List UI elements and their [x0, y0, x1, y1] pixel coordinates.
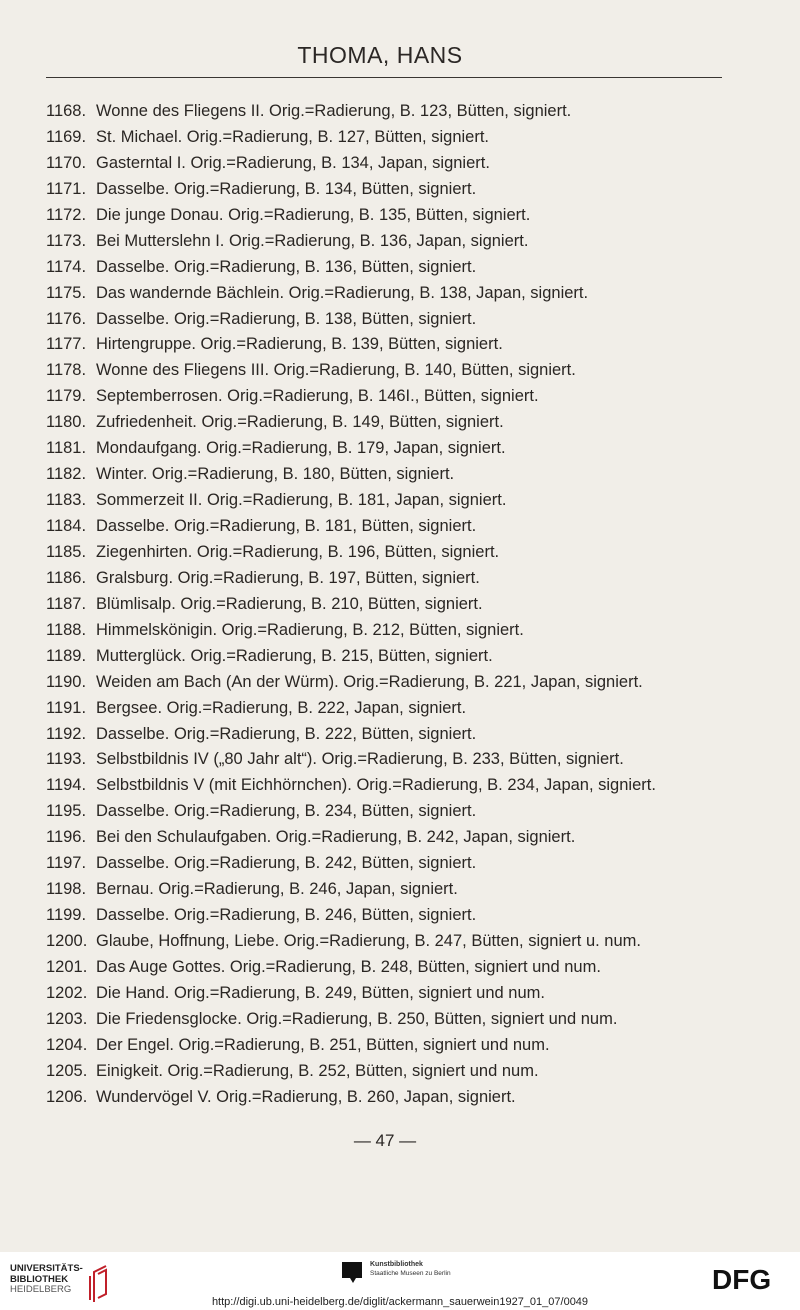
entry-description: St. Michael. Orig.=Radierung, B. 127, Bütten, signiert. [96, 127, 489, 146]
catalog-entry [46, 774, 746, 800]
catalog-entry [46, 723, 746, 749]
entry-number: 1198. [46, 880, 87, 899]
ub-line-3: HEIDELBERG [10, 1284, 72, 1295]
catalog-entry [46, 878, 746, 904]
entry-description: Gasterntal I. Orig.=Radierung, B. 134, Japan, signiert. [96, 153, 490, 172]
entry-description: Bernau. Orig.=Radierung, B. 246, Japan, signiert. [96, 880, 458, 899]
entry-number: 1171. [46, 179, 87, 198]
entry-number: 1193. [46, 750, 87, 769]
kb-sub: Staatliche Museen zu Berlin [370, 1270, 451, 1277]
catalog-entry [46, 204, 746, 230]
catalog-entry [46, 697, 746, 723]
entry-description: Dasselbe. Orig.=Radierung, B. 234, Bütten, signiert. [96, 802, 477, 821]
entry-number: 1194. [46, 776, 87, 795]
entry-description: Winter. Orig.=Radierung, B. 180, Bütten, signiert. [96, 465, 455, 484]
entry-number: 1177. [46, 335, 87, 354]
entry-number: 1188. [46, 620, 87, 639]
catalog-entry [46, 333, 746, 359]
catalog-entry [46, 930, 746, 956]
dfg-logo[interactable] [712, 1266, 788, 1297]
dfg-wordmark-icon [712, 1266, 788, 1292]
entry-description: Dasselbe. Orig.=Radierung, B. 246, Bütten, signiert. [96, 906, 477, 925]
entry-number: 1175. [46, 283, 87, 302]
catalog-entry [46, 1034, 746, 1060]
entry-number: 1204. [46, 1035, 88, 1054]
entry-description: Septemberrosen. Orig.=Radierung, B. 146I., Bütten, signiert. [96, 387, 539, 406]
entry-description: Sommerzeit II. Orig.=Radierung, B. 181, Japan, signiert. [96, 491, 507, 510]
entry-number: 1186. [46, 568, 87, 587]
entry-number: 1202. [46, 983, 88, 1002]
entry-description: Wonne des Fliegens II. Orig.=Radierung, B. 123, Bütten, signiert. [96, 102, 572, 120]
catalog-entry [46, 489, 746, 515]
entry-number: 1172. [46, 205, 87, 224]
entry-number: 1201. [46, 957, 88, 976]
catalog-entry [46, 308, 746, 334]
catalog-entry [46, 541, 746, 567]
running-head: THOMA, HANS [297, 42, 463, 68]
entry-description: Die junge Donau. Orig.=Radierung, B. 135, Bütten, signiert. [96, 205, 531, 224]
catalog-entry [46, 152, 746, 178]
entry-number: 1180. [46, 413, 87, 432]
permalink-url[interactable]: http://digi.ub.uni-heidelberg.de/diglit/ackermann_sauerwein1927_01_07/0049 [211, 1296, 589, 1308]
catalog-entry [46, 619, 746, 645]
catalog-entry [46, 593, 746, 619]
entry-number: 1205. [46, 1061, 88, 1080]
entry-number: 1190. [46, 672, 87, 691]
entry-number: 1187. [46, 594, 87, 613]
entry-number: 1196. [46, 828, 87, 847]
entry-description: Gralsburg. Orig.=Radierung, B. 197, Bütten, signiert. [96, 568, 480, 587]
entry-description: Das Auge Gottes. Orig.=Radierung, B. 248, Bütten, signiert und num. [96, 957, 601, 976]
entry-description: Dasselbe. Orig.=Radierung, B. 242, Bütten, signiert. [96, 854, 477, 873]
catalog-entry [46, 359, 746, 385]
ub-line-2: BIBLIOTHEK [10, 1273, 69, 1285]
entry-description: Der Engel. Orig.=Radierung, B. 251, Bütten, signiert und num. [96, 1035, 550, 1054]
entry-description: Wonne des Fliegens III. Orig.=Radierung, B. 140, Bütten, signiert. [96, 361, 576, 380]
entry-number: 1168. [46, 102, 87, 120]
entry-number: 1191. [46, 698, 87, 717]
catalog-entry [46, 1060, 746, 1086]
kb-name: Kunstbibliothek [370, 1261, 423, 1268]
kunstbibliothek-mark-icon [342, 1262, 364, 1284]
catalog-entry [46, 982, 746, 1008]
digitization-footer [0, 1252, 800, 1310]
entry-description: Himmelskönigin. Orig.=Radierung, B. 212, Bütten, signiert. [96, 620, 524, 639]
entry-description: Hirtengruppe. Orig.=Radierung, B. 139, Bütten, signiert. [96, 335, 503, 354]
entry-number: 1170. [46, 153, 87, 172]
catalog-entry [46, 463, 746, 489]
entry-number: 1192. [46, 724, 87, 743]
entry-description: Das wandernde Bächlein. Orig.=Radierung, B. 138, Japan, signiert. [96, 283, 589, 302]
entry-description: Mutterglück. Orig.=Radierung, B. 215, Bütten, signiert. [96, 646, 493, 665]
entry-number: 1189. [46, 646, 87, 665]
catalog-entry [46, 904, 746, 930]
entry-number: 1184. [46, 517, 87, 535]
entry-description: Bei den Schulaufgaben. Orig.=Radierung, B. 242, Japan, signiert. [96, 828, 576, 847]
catalog-entry [46, 230, 746, 256]
entry-number: 1176. [46, 309, 87, 328]
entry-description: Die Friedensglocke. Orig.=Radierung, B. 250, Bütten, signiert und num. [96, 1009, 618, 1028]
entry-description: Wundervögel V. Orig.=Radierung, B. 260, Japan, signiert. [96, 1087, 516, 1106]
entry-number: 1182. [46, 465, 87, 484]
entry-description: Weiden am Bach (An der Würm). Orig.=Radierung, B. 221, Japan, signiert. [96, 672, 643, 691]
catalog-entry [46, 671, 746, 697]
entry-description: Dasselbe. Orig.=Radierung, B. 181, Bütten, signiert. [96, 517, 477, 535]
entry-description: Bergsee. Orig.=Radierung, B. 222, Japan, signiert. [96, 698, 467, 717]
entry-number: 1173. [46, 231, 87, 250]
catalog-entry [46, 437, 746, 463]
entry-number: 1169. [46, 127, 87, 146]
catalog-entry [46, 515, 746, 541]
page-number: — 47 — [353, 1131, 417, 1150]
entry-description: Selbstbildnis V (mit Eichhörnchen). Orig.=Radierung, B. 234, Japan, signiert. [96, 776, 656, 795]
entry-number: 1206. [46, 1087, 88, 1106]
catalog-entry [46, 567, 746, 593]
entry-description: Selbstbildnis IV („80 Jahr alt“). Orig.=Radierung, B. 233, Bütten, signiert. [96, 750, 624, 769]
catalog-entry [46, 178, 746, 204]
entry-description: Dasselbe. Orig.=Radierung, B. 222, Bütten, signiert. [96, 724, 477, 743]
dfg-text: DFG [712, 1266, 772, 1292]
catalog-entry [46, 1008, 746, 1034]
catalog-entry [46, 126, 746, 152]
entry-number: 1185. [46, 542, 87, 561]
entry-number: 1203. [46, 1009, 88, 1028]
kunstbibliothek-logo[interactable] [342, 1260, 492, 1288]
entry-description: Ziegenhirten. Orig.=Radierung, B. 196, Bütten, signiert. [96, 542, 500, 561]
catalog-entry [46, 826, 746, 852]
entry-number: 1197. [46, 854, 87, 873]
catalog-entry-list [46, 100, 746, 1112]
catalog-entry [46, 411, 746, 437]
catalog-entry [46, 1086, 746, 1112]
catalog-entry [46, 800, 746, 826]
entry-number: 1199. [46, 906, 87, 925]
entry-number: 1179. [46, 387, 87, 406]
entry-description: Blümlisalp. Orig.=Radierung, B. 210, Bütten, signiert. [96, 594, 483, 613]
catalog-entry [46, 852, 746, 878]
entry-description: Dasselbe. Orig.=Radierung, B. 138, Bütten, signiert. [96, 309, 477, 328]
entry-number: 1174. [46, 257, 87, 276]
entry-number: 1181. [46, 439, 87, 458]
entry-description: Dasselbe. Orig.=Radierung, B. 136, Bütten, signiert. [96, 257, 477, 276]
catalog-entry [46, 100, 746, 126]
catalog-entry [46, 748, 746, 774]
entry-description: Die Hand. Orig.=Radierung, B. 249, Bütten, signiert und num. [96, 983, 545, 1002]
entry-description: Zufriedenheit. Orig.=Radierung, B. 149, Bütten, signiert. [96, 413, 504, 432]
ub-line-1: UNIVERSITÄTS- [10, 1263, 83, 1274]
entry-description: Glaube, Hoffnung, Liebe. Orig.=Radierung, B. 247, Bütten, signiert u. num. [96, 932, 641, 950]
entry-description: Dasselbe. Orig.=Radierung, B. 134, Bütten, signiert. [96, 179, 477, 198]
entry-description: Mondaufgang. Orig.=Radierung, B. 179, Japan, signiert. [96, 439, 506, 458]
catalog-entry [46, 385, 746, 411]
catalog-entry [46, 645, 746, 671]
entry-number: 1195. [46, 802, 87, 821]
entry-description: Einigkeit. Orig.=Radierung, B. 252, Bütten, signiert und num. [96, 1061, 539, 1080]
entry-number: 1178. [46, 361, 87, 380]
entry-number: 1183. [46, 491, 87, 510]
catalog-entry [46, 282, 746, 308]
entry-number: 1200. [46, 932, 88, 950]
catalog-entry [46, 956, 746, 982]
catalog-entry [46, 256, 746, 282]
header-rule [46, 77, 722, 78]
entry-description: Bei Mutterslehn I. Orig.=Radierung, B. 136, Japan, signiert. [96, 231, 529, 250]
